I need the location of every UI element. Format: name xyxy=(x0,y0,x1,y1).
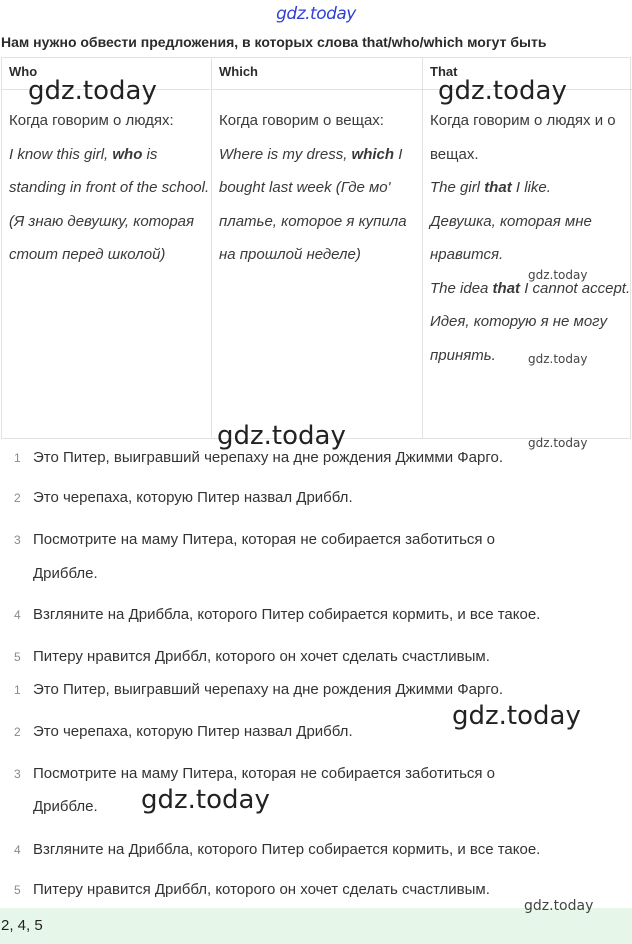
header-who: Who xyxy=(2,58,210,90)
list-number: 3 xyxy=(14,767,21,781)
list-number: 4 xyxy=(14,843,21,857)
watermark-small: gdz.today xyxy=(524,898,594,914)
list-text: Взгляните на Дриббла, которого Питер собирается кормить, и все такое. xyxy=(33,841,541,858)
site-logo[interactable]: gdz.today xyxy=(276,4,356,24)
list-text: Это Питер, выигравший черепаху на дне рождения Джимми Фарго. xyxy=(33,449,503,466)
rule-who: Когда говорим о людях: xyxy=(9,112,174,129)
list-number: 1 xyxy=(14,451,21,465)
list-number: 1 xyxy=(14,683,21,697)
example-who: I know this girl, who is standing in front of the school. (Я знаю девушку, которая стоит перед школой) xyxy=(9,145,210,263)
list-text: Посмотрите на маму Питера, которая не собирается заботиться о xyxy=(33,765,496,782)
answer-text: 2, 4, 5 xyxy=(1,917,43,934)
watermark: gdz.today xyxy=(438,76,567,106)
watermark-small: gdz.today xyxy=(528,268,588,282)
cell-that xyxy=(423,91,632,438)
watermark: gdz.today xyxy=(452,701,581,731)
watermark-small: gdz.today xyxy=(528,352,588,366)
header-that: That xyxy=(423,58,632,90)
list-text-continued: Дрибблe. xyxy=(33,798,98,815)
list-text: Питеру нравится Дриббл, которого он хочет сделать счастливым. xyxy=(33,648,490,665)
watermark: gdz.today xyxy=(141,785,270,815)
example-which: Where is my dress, which I bought last week (Где мо' платье, которое я купила на прошлой неделе) xyxy=(219,145,407,263)
list-number: 2 xyxy=(14,491,21,505)
list-number: 5 xyxy=(14,650,21,664)
column-who xyxy=(2,58,210,438)
translation-that-1: Девушка, которая мне нравится. xyxy=(430,212,592,263)
column-which xyxy=(211,58,422,438)
watermark: gdz.today xyxy=(217,421,346,451)
task-heading: Нам нужно обвести предложения, в которых слова that/who/which могут быть xyxy=(1,34,547,50)
list-text: Взгляните на Дриббла, которого Питер собирается кормить, и все такое. xyxy=(33,606,541,623)
list-number: 2 xyxy=(14,725,21,739)
list-text: Посмотрите на маму Питера, которая не собирается заботиться о xyxy=(33,531,496,548)
list-text-continued: Дриббле. xyxy=(33,565,98,582)
translation-that-2: Идея, которую я не могу принять. xyxy=(430,313,608,364)
cell-which xyxy=(212,91,422,438)
list-number: 4 xyxy=(14,608,21,622)
list-text: Питеру нравится Дриббл, которого он хочет сделать счастливым. xyxy=(33,881,490,898)
list-text: Это черепаха, которую Питер назвал Дриббл. xyxy=(33,489,353,506)
column-that xyxy=(422,58,632,438)
watermark-small: gdz.today xyxy=(528,436,588,450)
rules-table xyxy=(1,57,631,439)
example-that-2: The idea that I cannot accept. xyxy=(430,279,631,297)
cell-who xyxy=(2,91,210,438)
watermark: gdz.today xyxy=(28,76,157,106)
list-number: 3 xyxy=(14,533,21,547)
list-text: Это черепаха, которую Питер назвал Дриббл. xyxy=(33,723,353,740)
rule-that: Когда говорим о людях и о вещах. xyxy=(430,112,616,163)
list-number: 5 xyxy=(14,883,21,897)
example-that-1: The girl that I like. xyxy=(430,179,551,196)
header-which: Which xyxy=(212,58,422,90)
rule-which: Когда говорим о вещах: xyxy=(219,112,384,129)
list-text: Это Питер, выигравший черепаху на дне рождения Джимми Фарго. xyxy=(33,681,503,698)
